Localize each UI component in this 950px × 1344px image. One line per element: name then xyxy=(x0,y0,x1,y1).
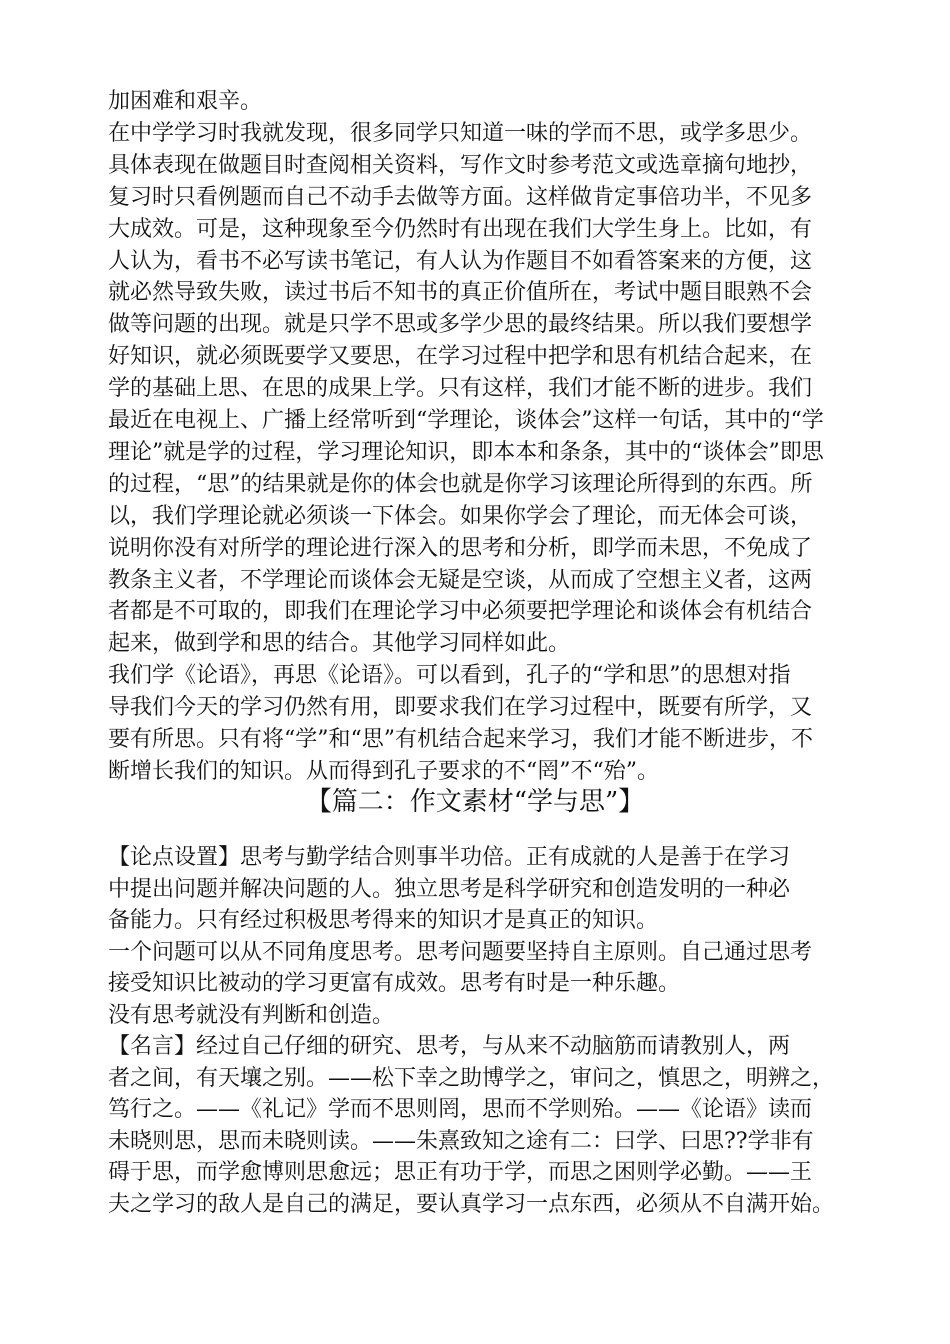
text-line: 【论点设置】思考与勤学结合则事半功倍。正有成就的人是善于在学习 xyxy=(108,845,791,870)
text-line: 起来，做到学和思的结合。其他学习同样如此。 xyxy=(108,631,571,657)
text-line: 未晓则思，思而未晓则读。——朱熹致知之途有二：曰学、曰思??学非有 xyxy=(108,1128,814,1154)
text-line: 接受知识比被动的学习更富有成效。思考有时是一种乐趣。 xyxy=(108,971,681,996)
text-line: 【名言】经过自己仔细的研究、思考，与从来不动脑筋而请教别人，两 xyxy=(108,1034,791,1059)
text-line: 就必然导致失败，读过书后不知书的真正价值所在，考试中题目眼熟不会 xyxy=(108,280,813,306)
text-line: 说明你没有对所学的理论进行深入的思考和分析，即学而未思，不免成了 xyxy=(108,535,813,561)
text-line: 以，我们学理论就必须谈一下体会。如果你学会了理论，而无体会可谈， xyxy=(108,503,813,529)
text-line: 具体表现在做题目时查阅相关资料，写作文时参考范文或选章摘句地抄， xyxy=(108,152,813,178)
text-line: 中提出问题并解决问题的人。独立思考是科学研究和创造发明的一种必 xyxy=(108,876,791,902)
section-heading: 【篇二：作文素材“学与思”】 xyxy=(305,787,645,817)
text-line: 一个问题可以从不同角度思考。思考问题要坚持自主原则。自己通过思考 xyxy=(108,939,813,965)
text-line: 碍于思，而学愈博则思愈远；思正有功于学，而思之困则学必勤。——王 xyxy=(108,1160,813,1185)
text-line: 的过程，“思”的结果就是你的体会也就是你学习该理论所得到的东西。所 xyxy=(108,471,813,497)
text-line: 导我们今天的学习仍然有用，即要求我们在学习过程中，既要有所学，又 xyxy=(108,695,813,721)
text-line: 者之间，有天壤之别。——松下幸之助博学之，审问之，慎思之，明辨之， xyxy=(108,1065,835,1091)
text-line: 做等问题的出现。就是只学不思或多学少思的最终结果。所以我们要想学 xyxy=(108,312,813,338)
text-line: 好知识，就必须既要学又要思，在学习过程中把学和思有机结合起来，在 xyxy=(108,344,813,370)
text-line: 加困难和艰辛。 xyxy=(108,89,263,114)
text-line: 断增长我们的知识。从而得到孔子要求的不“罔”不“殆”。 xyxy=(108,758,659,784)
text-line: 复习时只看例题而自己不动手去做等方面。这样做肯定事倍功半，不见多 xyxy=(108,184,813,210)
text-line: 最近在电视上、广播上经常听到“学理论，谈体会”这样一句话，其中的“学 xyxy=(108,408,824,433)
text-line: 在中学学习时我就发现，很多同学只知道一味的学而不思，或学多思少。 xyxy=(108,120,813,146)
text-line: 理论”就是学的过程，学习理论知识，即本本和条条，其中的“谈体会”即思 xyxy=(108,439,824,465)
text-line: 没有思考就没有判断和创造。 xyxy=(108,1002,395,1028)
text-line: 学的基础上思、在思的成果上学。只有这样，我们才能不断的进步。我们 xyxy=(108,376,813,402)
text-line: 教条主义者，不学理论而谈体会无疑是空谈，从而成了空想主义者，这两 xyxy=(108,567,813,593)
text-line: 人认为，看书不必写读书笔记，有人认为作题目不如看答案来的方便，这 xyxy=(108,248,813,274)
text-line: 备能力。只有经过积极思考得来的知识才是真正的知识。 xyxy=(108,908,659,933)
text-line: 笃行之。——《礼记》学而不思则罔，思而不学则殆。——《论语》读而 xyxy=(108,1097,813,1122)
text-line: 者都是不可取的，即我们在理论学习中必须要把学理论和谈体会有机结合 xyxy=(108,599,813,625)
text-line: 要有所思。只有将“学”和“思”有机结合起来学习，我们才能不断进步，不 xyxy=(108,727,813,752)
text-line: 大成效。可是，这种现象至今仍然时有出现在我们大学生身上。比如，有 xyxy=(108,216,813,242)
text-line: 我们学《论语》，再思《论语》。可以看到，孔子的“学和思”的思想对指 xyxy=(108,663,791,689)
text-line: 夫之学习的敌人是自己的满足，要认真学习一点东西，必须从不自满开始。 xyxy=(108,1191,835,1217)
